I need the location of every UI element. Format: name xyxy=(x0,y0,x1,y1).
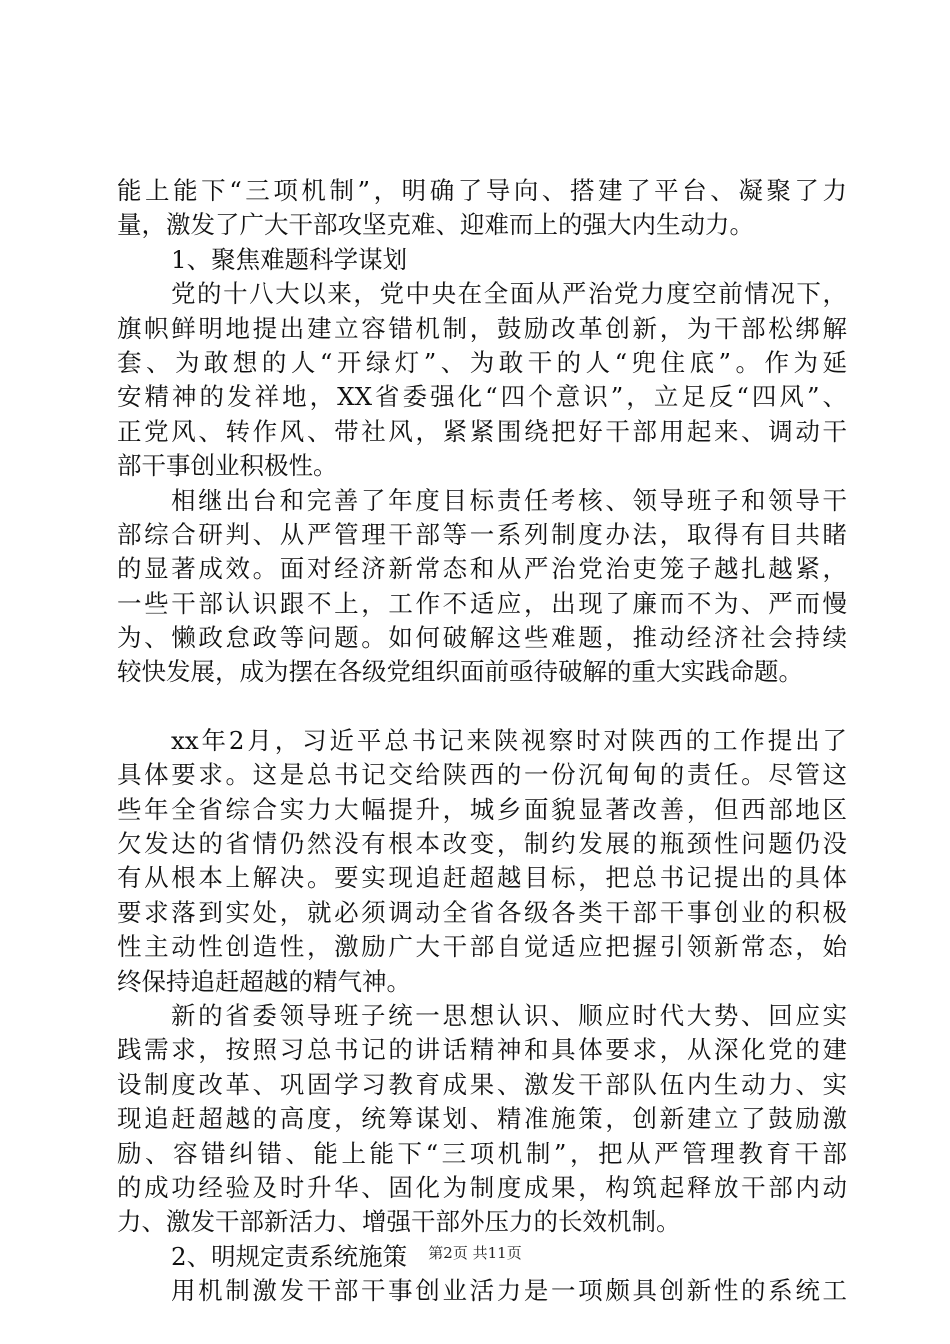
text-line: 欠发达的省情仍然没有根本改变，制约发展的瓶颈性问题仍没 xyxy=(117,829,847,859)
text-line: 党的十八大以来，党中央在全面从严治党力度空前情况下， xyxy=(171,279,847,309)
text-line: 性主动性创造性，激励广大干部自觉适应把握引领新常态，始 xyxy=(117,932,847,962)
text-line: xx年2月，习近平总书记来陕视察时对陕西的工作提出了 xyxy=(171,725,847,755)
text-line: 践需求，按照习总书记的讲话精神和具体要求，从深化党的建 xyxy=(117,1035,847,1065)
text-line: 要求落到实处，就必须调动全省各级各类干部干事创业的积极 xyxy=(117,897,847,927)
text-line: 的成功经验及时升华、固化为制度成果，构筑起释放干部内动 xyxy=(117,1172,847,1202)
paragraph xyxy=(117,999,847,1240)
text-line: 较快发展，成为摆在各级党组织面前亟待破解的重大实践命题。 xyxy=(117,657,803,687)
text-line: 现追赶超越的高度，统筹谋划、精准施策，创新建立了鼓励激 xyxy=(117,1104,847,1134)
paragraph xyxy=(117,277,847,483)
text-line: 量，激发了广大干部攻坚克难、迎难而上的强大内生动力。 xyxy=(117,210,754,240)
paragraph-gap xyxy=(117,690,847,724)
text-line: 用机制激发干部干事创业活力是一项颇具创新性的系统工 xyxy=(171,1276,847,1306)
text-line: 力、激发干部新活力、增强干部外压力的长效机制。 xyxy=(117,1207,681,1237)
text-line: 的显著成效。面对经济新常态和从严治党治吏笼子越扎越紧， xyxy=(117,554,847,584)
document-body xyxy=(117,174,847,1309)
text-line: 些年全省综合实力大幅提升，城乡面貌显著改善，但西部地区 xyxy=(117,794,847,824)
paragraph xyxy=(117,724,847,999)
heading-text: 2、明规定责系统施策 xyxy=(171,1241,408,1271)
text-line: 部干事创业积极性。 xyxy=(117,451,338,481)
text-line: 旗帜鲜明地提出建立容错机制，鼓励改革创新，为干部松绑解 xyxy=(117,313,847,343)
text-line: 安精神的发祥地，XX省委强化“四个意识”，立足反“四风”、 xyxy=(117,382,847,412)
paragraph xyxy=(117,1274,847,1308)
text-line: 部综合研判、从严管理干部等一系列制度办法，取得有目共睹 xyxy=(117,519,847,549)
text-line: 正党风、转作风、带社风，紧紧围绕把好干部用起来、调动干 xyxy=(117,416,847,446)
text-line: 设制度改革、巩固学习教育成果、激发干部队伍内生动力、实 xyxy=(117,1069,847,1099)
section-heading xyxy=(117,243,847,277)
text-line: 能上能下“三项机制”，明确了导向、搭建了平台、凝聚了力 xyxy=(117,176,847,205)
text-line: 终保持追赶超越的精气神。 xyxy=(117,966,411,996)
text-line: 为、懒政怠政等问题。如何破解这些难题，推动经济社会持续 xyxy=(117,623,847,653)
text-line: 相继出台和完善了年度目标责任考核、领导班子和领导干 xyxy=(171,485,847,515)
paragraph xyxy=(117,484,847,690)
page-number-footer: 第2页 共11页 xyxy=(428,1244,522,1262)
text-line: 新的省委领导班子统一思想认识、顺应时代大势、回应实 xyxy=(171,1000,847,1030)
heading-text: 1、聚焦难题科学谋划 xyxy=(171,244,408,274)
text-line: 有从根本上解决。要实现追赶超越目标，把总书记提出的具体 xyxy=(117,863,847,893)
text-line: 一些干部认识跟不上，工作不适应，出现了廉而不为、严而慢 xyxy=(117,588,847,618)
text-line: 励、容错纠错、能上能下“三项机制”，把从严管理教育干部 xyxy=(117,1138,847,1168)
text-line: 套、为敢想的人“开绿灯”、为敢干的人“兜住底”。作为延 xyxy=(117,347,847,377)
text-line: 具体要求。这是总书记交给陕西的一份沉甸甸的责任。尽管这 xyxy=(117,760,847,790)
paragraph xyxy=(117,174,847,243)
